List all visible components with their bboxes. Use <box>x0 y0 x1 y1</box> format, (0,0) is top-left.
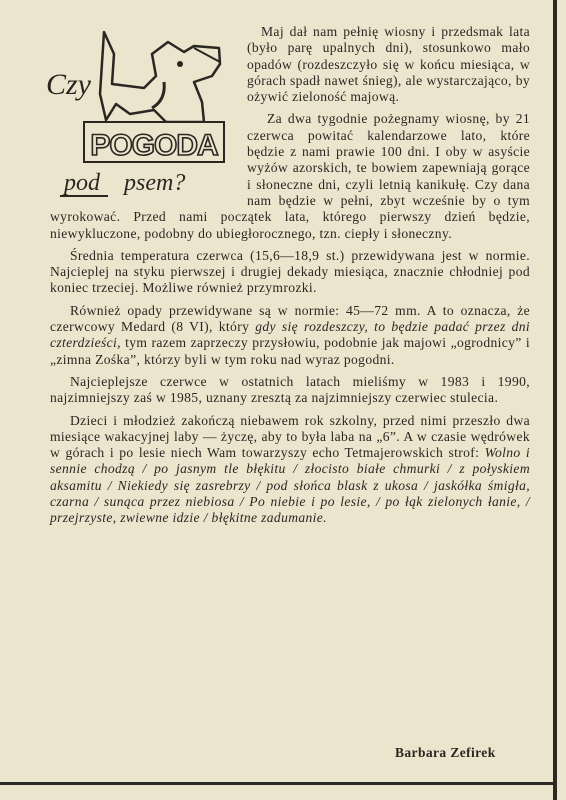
logo-word-psem: psem? <box>124 170 186 196</box>
logo-word-pogoda: POGODA <box>90 129 218 162</box>
bottom-border-rule <box>0 782 557 785</box>
dog-weather-logo-icon <box>44 24 241 202</box>
paragraph-4-proverb: gdy się rozdeszczy, to będzie padać przez dni czterdzieści, <box>50 319 530 351</box>
paragraph-1: Maj dał nam pełnię wiosny i przedsmak lata (było parę upalnych dni), stosunkowo mało opadów (rozdeszczyło się w końcu miesiąca, w górach spadł nawet śnieg), ale wystarczająco, by ożywić zieloność majową. <box>247 24 530 105</box>
paragraph-6-poem: Wolno i sennie chodzą / po jasnym tle błękitu / złocisto białe chmurki / z połyskiem aksamitu / Niekiedy się zasrebrzy / pod słońca blask z ukosa / jaskółka śmigła, czarna / sunąca przez niebiosa / Po niebie i po lesie, / po łąk zielonych łanie, / przejrzyste, zwiewne idzie / błękitne zadumanie. <box>50 445 530 526</box>
paragraph-2: Za dwa tygodnie pożegnamy wiosnę, by 21 czerwca powitać kalendarzowe lato, które będzie z nami prawie 100 dni. I oby w asyście wyżów azorskich, te bowiem zapewniają gorące i słoneczne dni, czyli letnią kanikułę. Czy dana nam będzie w pełni, zbyt wcześnie by o tym wyrokować. Przed nami początek lata, którego pierwszy dzień będzie, niewykluczone, podobny do ubiegłorocznego, tzn. ciepły i słoneczny. <box>50 111 530 241</box>
logo-word-czy: Czy <box>46 68 91 101</box>
article-body <box>46 24 530 533</box>
right-border-rule <box>553 0 557 800</box>
paragraph-4-text-a: Również opady przewidywane są w normie: 45—72 mm. A to oznacza, że czerwcowy Medard (8 VI), który <box>50 302 530 335</box>
paragraph-6 <box>50 413 530 527</box>
paragraph-4-text-b: tym razem zaprzeczy przysłowiu, podobnie jak majowi „ogrodnicy” i „zimna Zośka”, którzy byli w tym roku nad wyraz pogodni. <box>50 335 530 367</box>
author-signature: Barbara Zefirek <box>395 745 496 760</box>
column-logo <box>44 24 241 202</box>
paragraph-6-text: Dzieci i młodzież zakończą niebawem rok szkolny, przed nimi przeszło dwa miesiące wakacyjnej laby — życzę, aby to była laba na „6”. A w czasie wędrówek w górach i po lesie niech Wam towarzyszy echo Tetmajerowskich strof: <box>50 412 530 461</box>
paragraph-5: Najcieplejsze czerwce w ostatnich latach mieliśmy w 1983 i 1990, najzimniejszy zaś w 1985, uznany zresztą za najzimniejszy czerwiec stulecia. <box>50 373 530 406</box>
paragraph-3: Średnia temperatura czerwca (15,6—18,9 st.) przewidywana jest w normie. Najcieplej na styku pierwszej i drugiej dekady miesiąca, znacznie chłodniej pod koniec trzeciej. Możliwe również przymrozki. <box>50 247 530 296</box>
logo-word-pod: pod <box>64 170 100 196</box>
paragraph-4 <box>50 303 530 368</box>
